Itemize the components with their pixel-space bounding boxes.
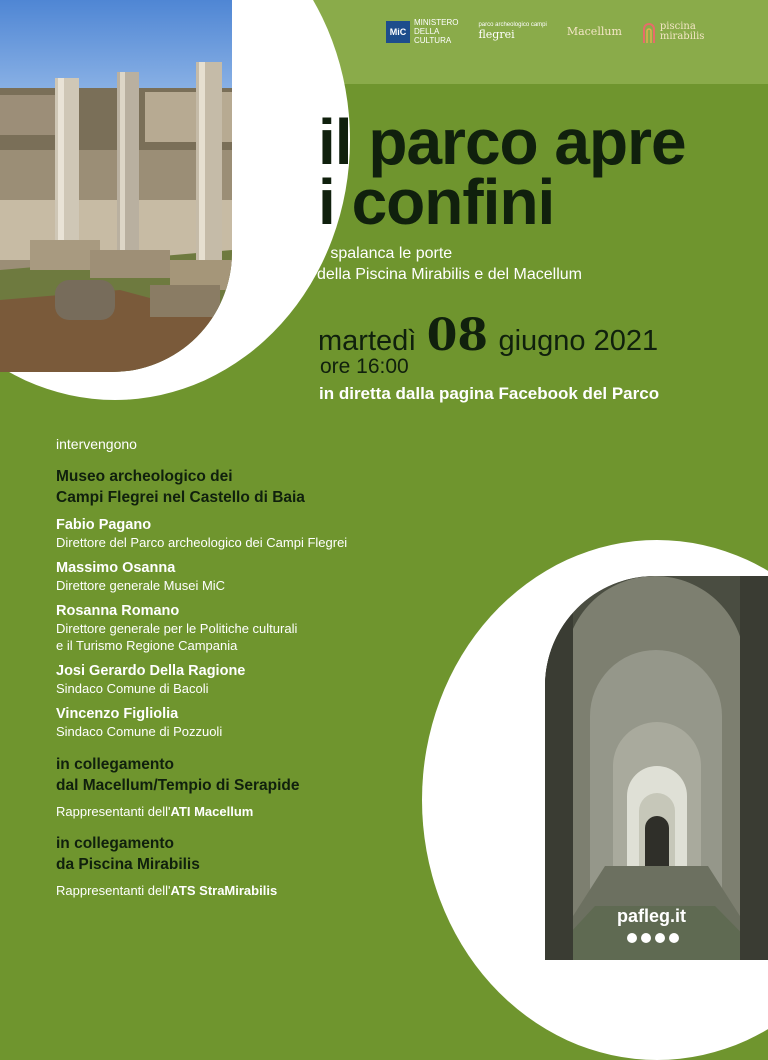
speakers-label: intervengono [56, 436, 137, 452]
youtube-icon[interactable] [669, 933, 679, 943]
macellum-link-group [56, 754, 426, 819]
speaker-item: Vincenzo Figliolia Sindaco Comune di Pozzuoli [56, 706, 223, 739]
speakers-section [56, 436, 426, 898]
macellum-logo: Macellum [566, 25, 622, 38]
piscina-mirabilis-photo [545, 576, 768, 960]
speaker-item: Rosanna Romano Direttore generale per le Politiche culturali e il Turismo Regione Campania [56, 603, 298, 653]
mic-logo [386, 18, 458, 45]
event-time: ore 16:00 [320, 355, 409, 378]
facebook-icon[interactable] [627, 933, 637, 943]
event-title: il parco apre i confini [318, 106, 686, 238]
live-facebook-note: in diretta dalla pagina Facebook del Parco [319, 384, 660, 403]
macellum-representatives: Rappresentanti dell'ATI Macellum [56, 804, 254, 819]
speaker-item: Fabio Pagano Direttore del Parco archeologico dei Campi Flegrei [56, 517, 348, 550]
museum-heading: Museo archeologico dei Campi Flegrei nel Castello di Baia [56, 468, 305, 506]
website-link[interactable]: pafleg.it [617, 906, 687, 926]
speaker-item: Josi Gerardo Della Ragione Sindaco Comune di Bacoli [56, 663, 246, 696]
twitter-icon[interactable] [655, 933, 665, 943]
mic-logo-mark: MiC [386, 21, 410, 43]
serapeum-columns-photo [0, 0, 232, 372]
speaker-item: Massimo Osanna Direttore generale Musei MiC [56, 560, 226, 593]
mic-logo-text: MINISTERO DELLA CULTURA [414, 18, 459, 45]
flegrei-logo: parco archeologico campi flegrei [478, 22, 547, 41]
piscina-link-group [56, 833, 426, 898]
event-subtitle: e spalanca le porte della Piscina Mirabilis e del Macellum [317, 245, 582, 283]
event-date: martedì 08 giugno 2021 [318, 310, 659, 361]
instagram-icon[interactable] [641, 933, 651, 943]
logo-strip [386, 18, 704, 45]
piscina-arch-icon [642, 21, 656, 43]
piscina-mirabilis-logo: piscina mirabilis [642, 21, 705, 43]
macellum-link-heading: in collegamento dal Macellum/Tempio di Serapide [56, 756, 300, 794]
piscina-representatives: Rappresentanti dell'ATS StraMirabilis [56, 883, 278, 898]
piscina-link-heading: in collegamento da Piscina Mirabilis [56, 835, 200, 873]
social-icons [627, 933, 679, 943]
